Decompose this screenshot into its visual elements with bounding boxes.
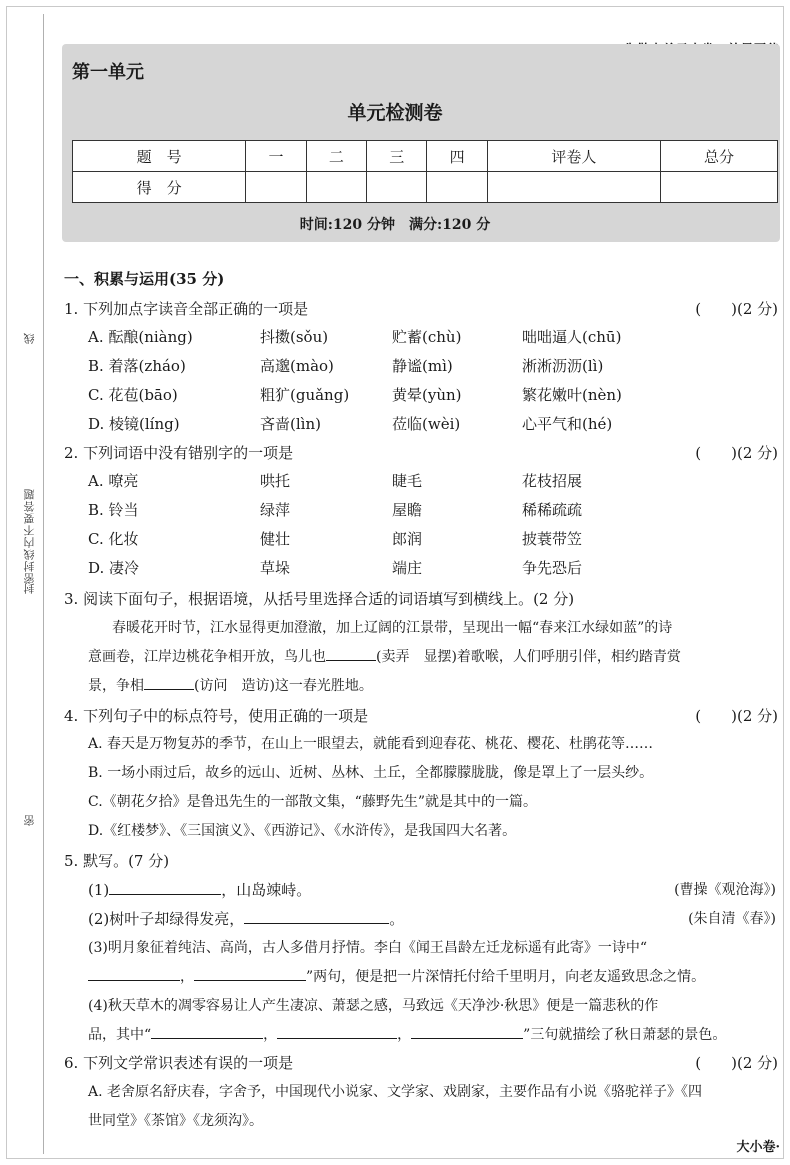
q1-option-b-2: 高邈(mào) <box>260 357 334 375</box>
q5-item-3-line-2 <box>88 966 705 986</box>
score-cell: 评卷人 <box>487 141 660 172</box>
q5-item-1-blank[interactable] <box>109 881 221 895</box>
unit-title: 第一单元 <box>72 62 144 83</box>
q1-option-d-2: 吝啬(lìn) <box>260 415 321 433</box>
q5-item-4-blank-3[interactable] <box>411 1025 523 1039</box>
q2-option-a-1: A. 嘹亮 <box>88 472 139 490</box>
q5-item-1 <box>88 879 311 900</box>
q5-item-3-line-1: (3)明月象征着纯洁、高尚，古人多借月抒情。李白《闻王昌龄左迁龙标遥有此寄》一诗中“ <box>88 940 647 956</box>
q5-item-3-text: ”两句，便是把一片深情托付给千里明月，向老友遥致思念之情。 <box>306 969 706 985</box>
q3-passage-text: (卖弄 显摆)着歌喉，人们呼朋引伴，相约踏青赏 <box>376 649 681 665</box>
q2-option-d-4: 争先恐后 <box>522 559 583 577</box>
q5-item-4-text: ”三句就描绘了秋日萧瑟的景色。 <box>523 1027 727 1043</box>
q6-option-a-line-2: 世同堂》《茶馆》《龙须沟》。 <box>88 1113 263 1129</box>
q1-option-a-3: 贮蓄(chù) <box>392 328 462 346</box>
section-heading: 一、积累与运用(35 分) <box>64 270 225 288</box>
q4-option-a: A. 春天是万物复苏的季节，在山上一眼望去，就能看到迎春花、桃花、樱花、杜鹃花等…… <box>88 736 654 752</box>
score-cell: 题 号 <box>73 141 246 172</box>
question-1-points[interactable]: ( )(2 分) <box>695 300 778 318</box>
q2-option-c-4: 披蓑带笠 <box>522 530 583 548</box>
q5-item-2-end: 。 <box>389 910 405 928</box>
score-input-cell[interactable] <box>306 172 366 203</box>
q1-option-d-4: 心平气和(hé) <box>522 415 613 433</box>
question-2-points[interactable]: ( )(2 分) <box>695 444 778 462</box>
q5-item-2-source: (朱自清《春》) <box>688 911 776 927</box>
question-2-stem: 2. 下列词语中没有错别字的一项是 <box>64 444 294 462</box>
question-3-stem: 3. 阅读下面句子，根据语境，从括号里选择合适的词语填写到横线上。(2 分) <box>64 590 575 608</box>
q2-option-b-3: 屋瞻 <box>392 501 423 519</box>
q5-item-2-blank[interactable] <box>244 910 389 924</box>
q1-option-d-3: 莅临(wèi) <box>392 415 461 433</box>
score-table-row <box>73 172 778 203</box>
binding-label-xian: 线 <box>23 332 36 344</box>
score-input-cell[interactable] <box>367 172 427 203</box>
q5-item-3-blank-2[interactable] <box>194 967 306 981</box>
score-input-cell[interactable] <box>661 172 778 203</box>
question-4-stem: 4. 下列句子中的标点符号，使用正确的一项是 <box>64 707 369 725</box>
q5-item-4-pre: 品，其中“ <box>88 1027 152 1043</box>
score-cell: 二 <box>306 141 366 172</box>
q1-option-b-1: B. 着落(zháo) <box>88 357 186 375</box>
score-input-cell[interactable] <box>427 172 487 203</box>
q1-option-c-3: 黄晕(yùn) <box>392 386 462 404</box>
q1-option-a-1: A. 酝酿(niàng) <box>88 328 193 346</box>
q6-option-a-line-1: A. 老舍原名舒庆春，字舍予，中国现代小说家、文学家、戏剧家，主要作品有小说《骆驼祥子》《四 <box>88 1084 703 1100</box>
score-input-cell[interactable] <box>246 172 306 203</box>
q4-option-d: D.《红楼梦》、《三国演义》、《西游记》、《水浒传》，是我国四大名著。 <box>88 823 517 839</box>
q5-item-1-text: ，山岛竦峙。 <box>221 881 312 899</box>
q2-option-c-1: C. 化妆 <box>88 530 139 548</box>
q5-item-2 <box>88 908 404 929</box>
exam-title: 单元检测卷 <box>347 102 443 124</box>
q5-item-4-line-1: (4)秋天草木的凋零容易让人产生凄凉、萧瑟之感，马致远《天净沙·秋思》便是一篇悲秋的作 <box>88 998 659 1014</box>
q2-option-a-4: 花枝招展 <box>522 472 583 490</box>
q5-item-4-line-2 <box>88 1024 726 1044</box>
q1-option-a-2: 抖擞(sǒu) <box>260 328 329 346</box>
q4-option-b: B. 一场小雨过后，故乡的远山、近树、丛林、土丘，全都朦朦胧胧，像是罩上了一层头纱。 <box>88 765 654 781</box>
q1-option-b-3: 静谧(mì) <box>392 357 453 375</box>
q3-passage-text: 意画卷，江岸边桃花争相开放，鸟儿也 <box>88 649 326 665</box>
q3-answer-blank-2[interactable] <box>144 676 194 690</box>
score-input-cell[interactable] <box>487 172 660 203</box>
q2-option-c-2: 健壮 <box>260 530 291 548</box>
q1-option-b-4: 淅淅沥沥(lì) <box>522 357 604 375</box>
q3-passage-line-2 <box>88 646 681 666</box>
question-5-stem: 5. 默写。(7 分) <box>64 852 170 870</box>
score-table <box>72 140 778 203</box>
score-cell: 一 <box>246 141 306 172</box>
q3-passage-text: 景，争相 <box>88 678 144 694</box>
binding-label-notice: 密封线内不要答题 <box>23 488 36 584</box>
q5-item-4-blank-2[interactable] <box>277 1025 397 1039</box>
score-cell: 总分 <box>661 141 778 172</box>
question-6-points[interactable]: ( )(2 分) <box>695 1054 778 1072</box>
question-4-points[interactable]: ( )(2 分) <box>695 707 778 725</box>
q5-item-3-sep: ， <box>180 969 194 985</box>
q5-item-4-sep: ， <box>397 1027 412 1043</box>
question-6-stem: 6. 下列文学常识表述有误的一项是 <box>64 1054 294 1072</box>
q5-item-2-text: (2)树叶子却绿得发亮， <box>88 910 245 928</box>
q2-option-a-2: 哄托 <box>260 472 291 490</box>
q2-option-c-3: 郎润 <box>392 530 423 548</box>
q1-option-c-4: 繁花嫩叶(nèn) <box>522 386 622 404</box>
q5-item-4-blank-1[interactable] <box>151 1025 263 1039</box>
score-cell: 四 <box>427 141 487 172</box>
q4-option-c: C.《朝花夕拾》是鲁迅先生的一部散文集，“藤野先生”就是其中的一篇。 <box>88 794 537 810</box>
q2-option-d-3: 端庄 <box>392 559 423 577</box>
q3-answer-blank-1[interactable] <box>326 647 376 661</box>
score-cell: 三 <box>367 141 427 172</box>
q3-passage-line-1: 春暖花开时节，江水显得更加澄澈，加上辽阔的江景带，呈现出一幅“春来江水绿如蓝”的诗 <box>112 620 673 636</box>
q2-option-b-4: 稀稀疏疏 <box>522 501 583 519</box>
q2-option-a-3: 睫毛 <box>392 472 423 490</box>
q1-option-a-4: 咄咄逼人(chū) <box>522 328 622 346</box>
binding-label-mi: 密 <box>23 814 36 826</box>
q5-item-1-source: (曹操《观沧海》) <box>674 882 776 898</box>
q2-option-b-1: B. 铃当 <box>88 501 139 519</box>
question-1-stem: 1. 下列加点字读音全部正确的一项是 <box>64 300 309 318</box>
q3-passage-text: (访问 造访)这一春光胜地。 <box>194 678 373 694</box>
score-table-row <box>73 141 778 172</box>
time-line: 时间:120 分钟 满分:120 分 <box>299 217 491 233</box>
q2-option-d-2: 草垛 <box>260 559 291 577</box>
q2-option-b-2: 绿萍 <box>260 501 291 519</box>
score-cell: 得 分 <box>73 172 246 203</box>
q2-option-d-1: D. 凄冷 <box>88 559 140 577</box>
q5-item-1-number: (1) <box>88 881 110 899</box>
q3-passage-line-3 <box>88 675 373 695</box>
binding-label-feng: 封 <box>23 582 36 594</box>
q5-item-4-sep: ， <box>263 1027 278 1043</box>
q1-option-c-2: 粗犷(guǎng) <box>260 386 350 404</box>
q1-option-d-1: D. 棱镜(líng) <box>88 415 180 433</box>
footer-label: 大小卷· <box>736 1140 780 1155</box>
q1-option-c-1: C. 花苞(bāo) <box>88 386 178 404</box>
q5-item-3-blank-1[interactable] <box>88 967 180 981</box>
